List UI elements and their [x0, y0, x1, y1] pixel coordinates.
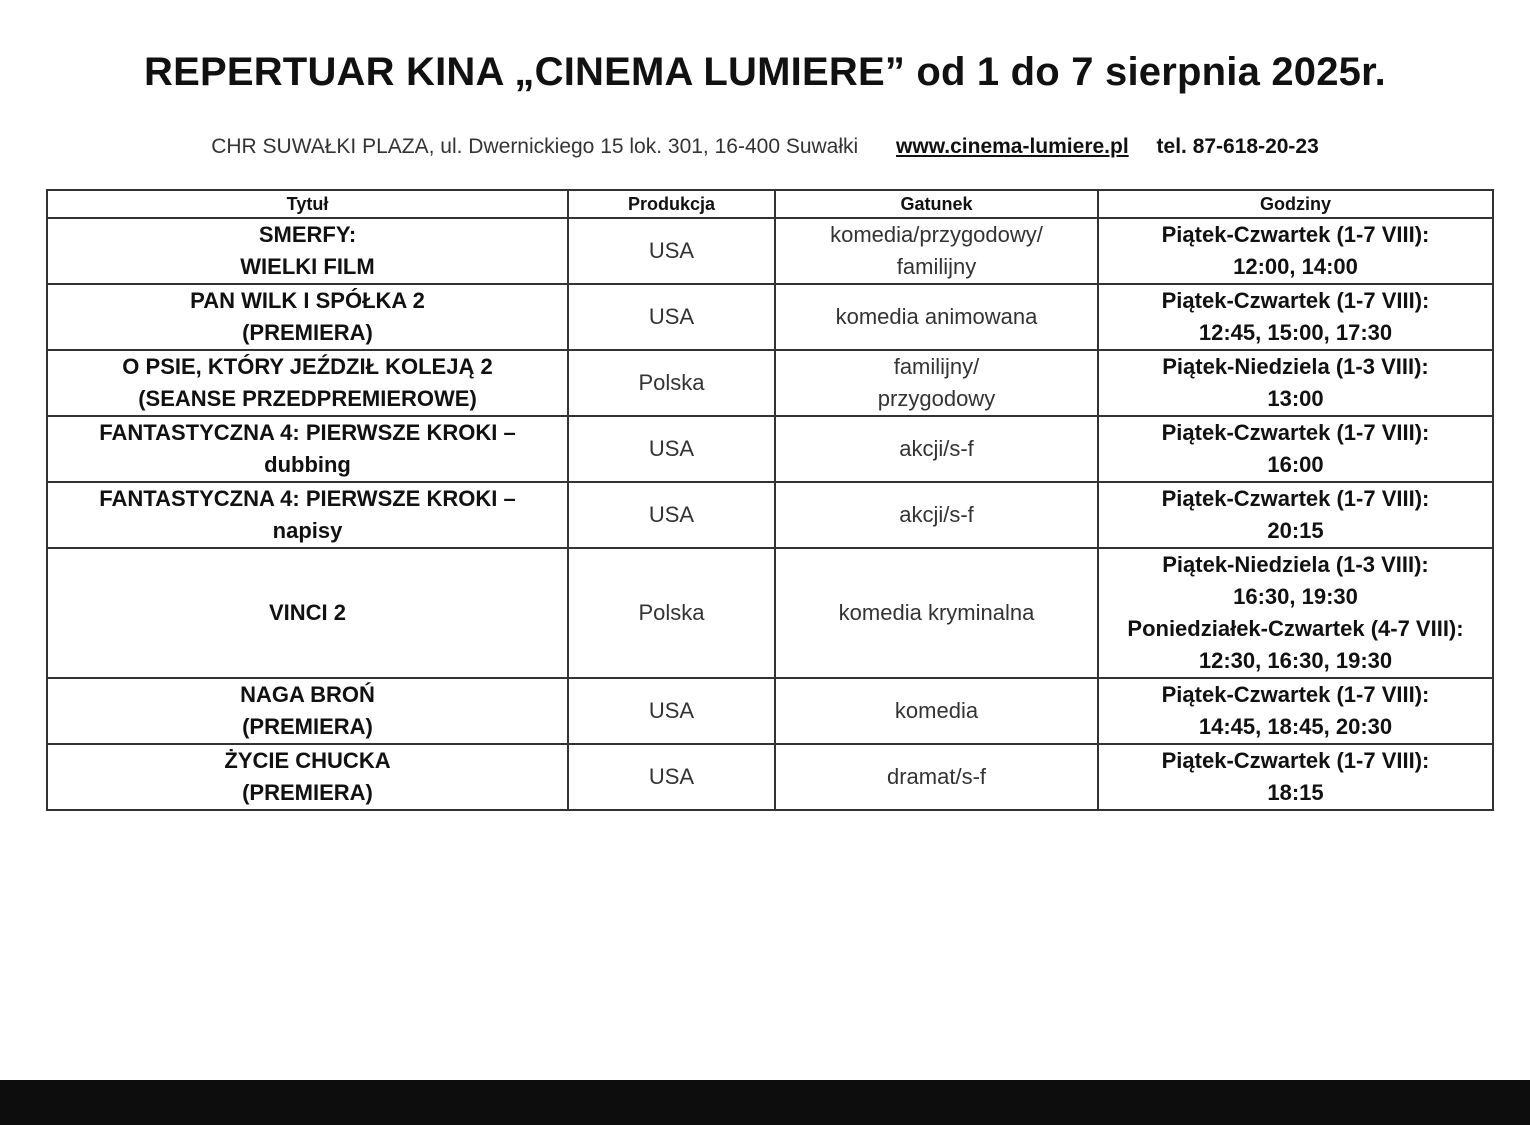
movie-genre: dramat/s-f — [775, 744, 1098, 810]
header-hours: Godziny — [1098, 190, 1493, 218]
movie-production: Polska — [568, 350, 775, 416]
table-header-row — [47, 190, 1493, 218]
header-title: Tytuł — [47, 190, 568, 218]
movie-production: USA — [568, 284, 775, 350]
movie-hours: Piątek-Czwartek (1-7 VIII): 16:00 — [1098, 416, 1493, 482]
movie-production: USA — [568, 744, 775, 810]
movie-genre: komedia — [775, 678, 1098, 744]
movie-production: USA — [568, 482, 775, 548]
table-row — [47, 482, 1493, 548]
phone-number: tel. 87-618-20-23 — [1156, 135, 1319, 158]
bottom-bar — [0, 1080, 1530, 1125]
header-genre: Gatunek — [775, 190, 1098, 218]
movie-title: VINCI 2 — [47, 548, 568, 678]
movie-production: USA — [568, 678, 775, 744]
table-row — [47, 678, 1493, 744]
movie-title: FANTASTYCZNA 4: PIERWSZE KROKI – napisy — [47, 482, 568, 548]
movie-title: PAN WILK I SPÓŁKA 2 (PREMIERA) — [47, 284, 568, 350]
table-row — [47, 744, 1493, 810]
movie-production: USA — [568, 416, 775, 482]
movie-hours: Piątek-Czwartek (1-7 VIII): 12:00, 14:00 — [1098, 218, 1493, 284]
movie-genre: komedia/przygodowy/ familijny — [775, 218, 1098, 284]
movie-genre: komedia kryminalna — [775, 548, 1098, 678]
table-row — [47, 548, 1493, 678]
movie-hours: Piątek-Czwartek (1-7 VIII): 20:15 — [1098, 482, 1493, 548]
table-row — [47, 416, 1493, 482]
movie-title: ŻYCIE CHUCKA (PREMIERA) — [47, 744, 568, 810]
schedule-table — [46, 189, 1494, 811]
movie-title: O PSIE, KTÓRY JEŹDZIŁ KOLEJĄ 2 (SEANSE PRZEDPREMIEROWE) — [47, 350, 568, 416]
movie-production: Polska — [568, 548, 775, 678]
movie-hours: Piątek-Czwartek (1-7 VIII): 12:45, 15:00, 17:30 — [1098, 284, 1493, 350]
movie-genre: akcji/s-f — [775, 416, 1098, 482]
movie-title: NAGA BROŃ (PREMIERA) — [47, 678, 568, 744]
website-link[interactable]: www.cinema-lumiere.pl — [896, 135, 1129, 158]
movie-hours: Piątek-Niedziela (1-3 VIII): 16:30, 19:30 Poniedziałek-Czwartek (4-7 VIII): 12:30, 16:30, 19:30 — [1098, 548, 1493, 678]
table-row — [47, 350, 1493, 416]
movie-genre: komedia animowana — [775, 284, 1098, 350]
movie-title: SMERFY: WIELKI FILM — [47, 218, 568, 284]
movie-hours: Piątek-Niedziela (1-3 VIII): 13:00 — [1098, 350, 1493, 416]
page-title: REPERTUAR KINA „CINEMA LUMIERE” od 1 do 7 sierpnia 2025r. — [144, 50, 1386, 94]
cinema-address: CHR SUWAŁKI PLAZA, ul. Dwernickiego 15 lok. 301, 16-400 Suwałki — [211, 135, 859, 158]
table-row — [47, 284, 1493, 350]
cinema-info — [0, 135, 1530, 159]
movie-production: USA — [568, 218, 775, 284]
header-production: Produkcja — [568, 190, 775, 218]
movie-genre: akcji/s-f — [775, 482, 1098, 548]
movie-title: FANTASTYCZNA 4: PIERWSZE KROKI – dubbing — [47, 416, 568, 482]
movie-hours: Piątek-Czwartek (1-7 VIII): 18:15 — [1098, 744, 1493, 810]
movie-genre: familijny/ przygodowy — [775, 350, 1098, 416]
movie-hours: Piątek-Czwartek (1-7 VIII): 14:45, 18:45, 20:30 — [1098, 678, 1493, 744]
table-row — [47, 218, 1493, 284]
